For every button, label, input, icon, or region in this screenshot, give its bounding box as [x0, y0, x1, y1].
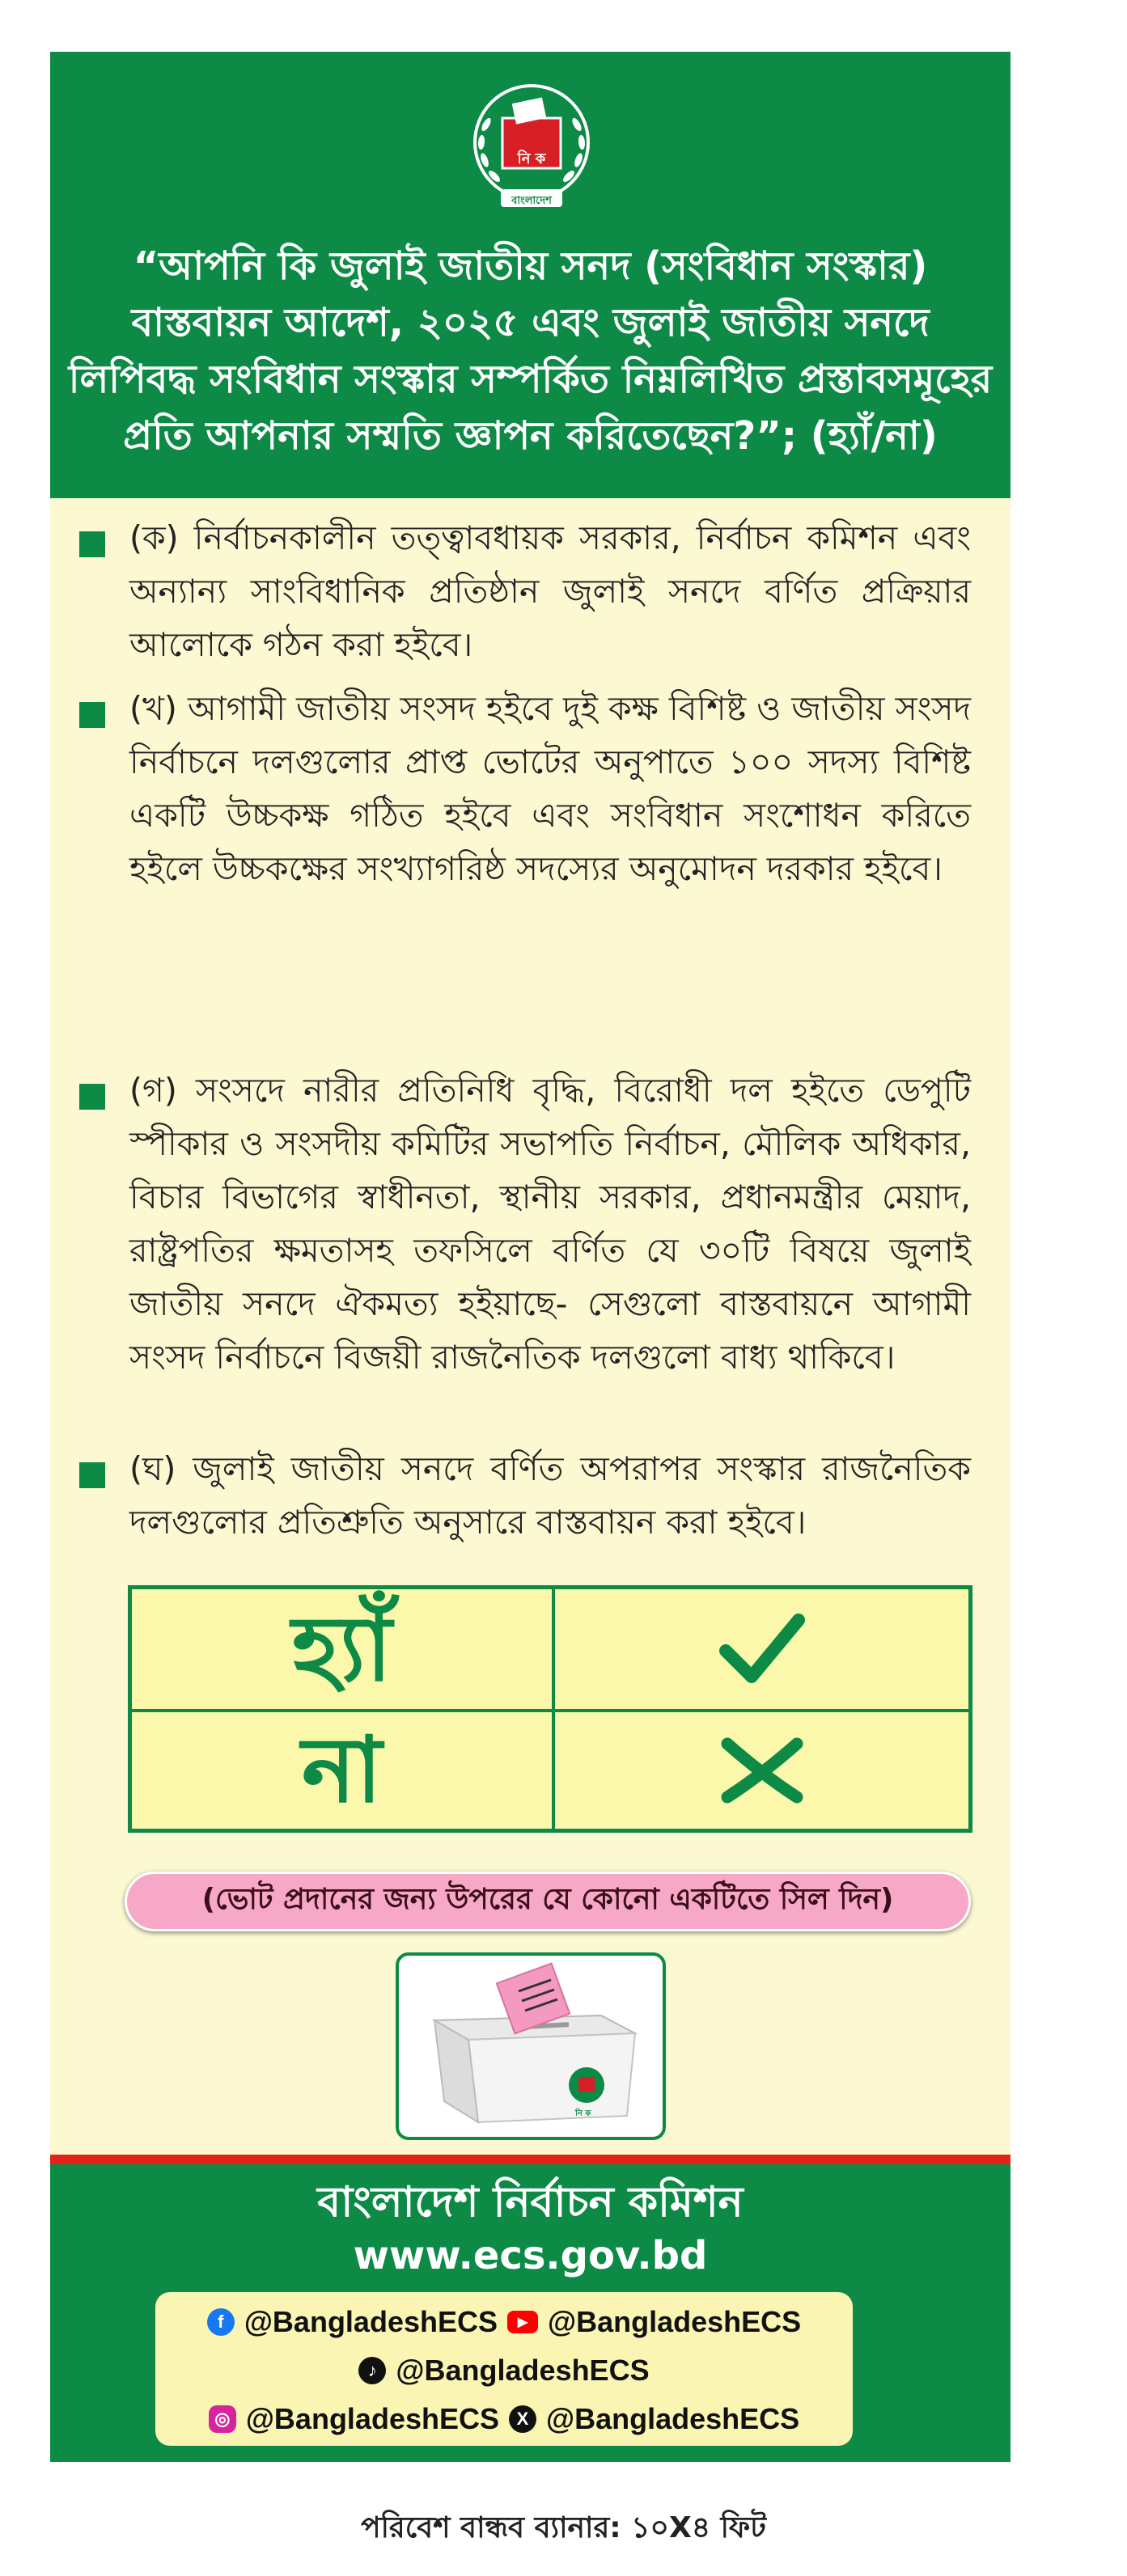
check-icon [718, 1609, 807, 1690]
facebook-icon[interactable]: f [207, 2308, 235, 2336]
bullet-square-icon [79, 1084, 105, 1110]
header [50, 52, 1010, 498]
social-row [155, 2299, 853, 2345]
cross-icon [718, 1734, 807, 1807]
tiktok-icon[interactable]: ♪ [358, 2357, 386, 2384]
logo-caption: বাংলাদেশ [511, 195, 552, 207]
yes-mark-cell[interactable] [555, 1589, 968, 1709]
bullet-square-icon [79, 531, 105, 557]
social-row [155, 2396, 853, 2443]
ballot-box-frame [396, 1952, 666, 2140]
social-media-panel [155, 2292, 853, 2446]
red-divider [50, 2155, 1010, 2164]
yes-label-cell[interactable] [132, 1589, 552, 1709]
proposal-item: (খ) আগামী জাতীয় সংসদ হইবে দুই কক্ষ বিশিষ্ট ও জাতীয় সংসদ নির্বাচনে দলগুলোর প্রাপ্ত ভোটের অনুপাতে ১০০ সদস্য বিশিষ্ট একটি উচ্চকক্ষ গঠিত হইবে এবং সংবিধান সংশোধন করিতে হইলে উচ্চকক্ষের সংখ্যাগরিষ্ঠ সদস্যের অনুমোদন দরকার হইবে। [129, 689, 971, 888]
banner-size-caption: পরিবেশ বান্ধব ব্যানার: ১০X৪ ফিট [361, 2511, 766, 2544]
logo-box-text: নি ক [517, 150, 546, 167]
no-label-cell[interactable] [132, 1712, 552, 1829]
organization-name: বাংলাদেশ নির্বাচন কমিশন [317, 2178, 744, 2227]
facebook-handle[interactable]: @BangladeshECS [244, 2305, 498, 2338]
vote-table [128, 1585, 972, 1833]
ballot-box-label: নি ক [575, 2109, 591, 2118]
yes-label: হ্যাঁ [291, 1597, 392, 1702]
instagram-icon[interactable]: ◎ [209, 2405, 236, 2433]
tiktok-handle[interactable]: @BangladeshECS [396, 2354, 650, 2387]
x-handle[interactable]: @BangladeshECS [546, 2402, 800, 2435]
bullet-square-icon [79, 1462, 105, 1488]
youtube-icon[interactable]: ▶ [507, 2311, 538, 2333]
ballot-box-icon [399, 1956, 663, 2137]
proposal-item: (ক) নির্বাচনকালীন তত্ত্বাবধায়ক সরকার, নির্বাচন কমিশন এবং অন্যান্য সাংবিধানিক প্রতিষ্ঠান জুলাই সনদে বর্ণিত প্রক্রিয়ার আলোকে গঠন করা হইবে। [129, 518, 971, 664]
voting-instruction: (ভোট প্রদানের জন্য উপরের যে কোনো একটিতে সিল দিন) [125, 1872, 971, 1931]
instagram-handle[interactable]: @BangladeshECS [245, 2402, 499, 2435]
proposal-item: (গ) সংসদে নারীর প্রতিনিধি বৃদ্ধি, বিরোধী দল হইতে ডেপুটি স্পীকার ও সংসদীয় কমিটির সভাপতি নির্বাচন, মৌলিক অধিকার, বিচার বিভাগের স্বাধীনতা, স্থানীয় সরকার, প্রধানমন্ত্রীর মেয়াদ, রাষ্ট্রপতির ক্ষমতাসহ তফসিলে বর্ণিত যে ৩০টি বিষয়ে জুলাই জাতীয় সনদে ঐকমত্য হইয়াছে- সেগুলো বাস্তবায়নে আগামী সংসদ নির্বাচনে বিজয়ী রাজনৈতিক দলগুলো বাধ্য থাকিবে। [129, 1071, 971, 1377]
no-label: না [301, 1718, 383, 1823]
website-link[interactable]: www.ecs.gov.bd [353, 2233, 708, 2278]
proposal-item: (ঘ) জুলাই জাতীয় সনদে বর্ণিত অপরাপর সংস্কার রাজনৈতিক দলগুলোর প্রতিশ্রুতি অনুসারে বাস্তবায়ন করা হইবে। [129, 1449, 971, 1542]
youtube-handle[interactable]: @BangladeshECS [548, 2305, 802, 2338]
social-row [155, 2347, 853, 2394]
banner [50, 52, 1010, 2462]
x-icon[interactable]: X [509, 2405, 536, 2433]
referendum-question: “আপনি কি জুলাই জাতীয় সনদ (সংবিধান সংস্কার) বাস্তবায়ন আদেশ, ২০২৫ এবং জুলাই জাতীয় সনদে লিপিবদ্ধ সংবিধান সংস্কার সম্পর্কিত নিম্নলিখিত প্রস্তাবসমূহের প্রতি আপনার সম্মতি জ্ঞাপন করিতেছেন?”; (হ্যাঁ/না) [68, 243, 993, 459]
bullet-square-icon [79, 702, 105, 728]
no-mark-cell[interactable] [555, 1712, 968, 1829]
